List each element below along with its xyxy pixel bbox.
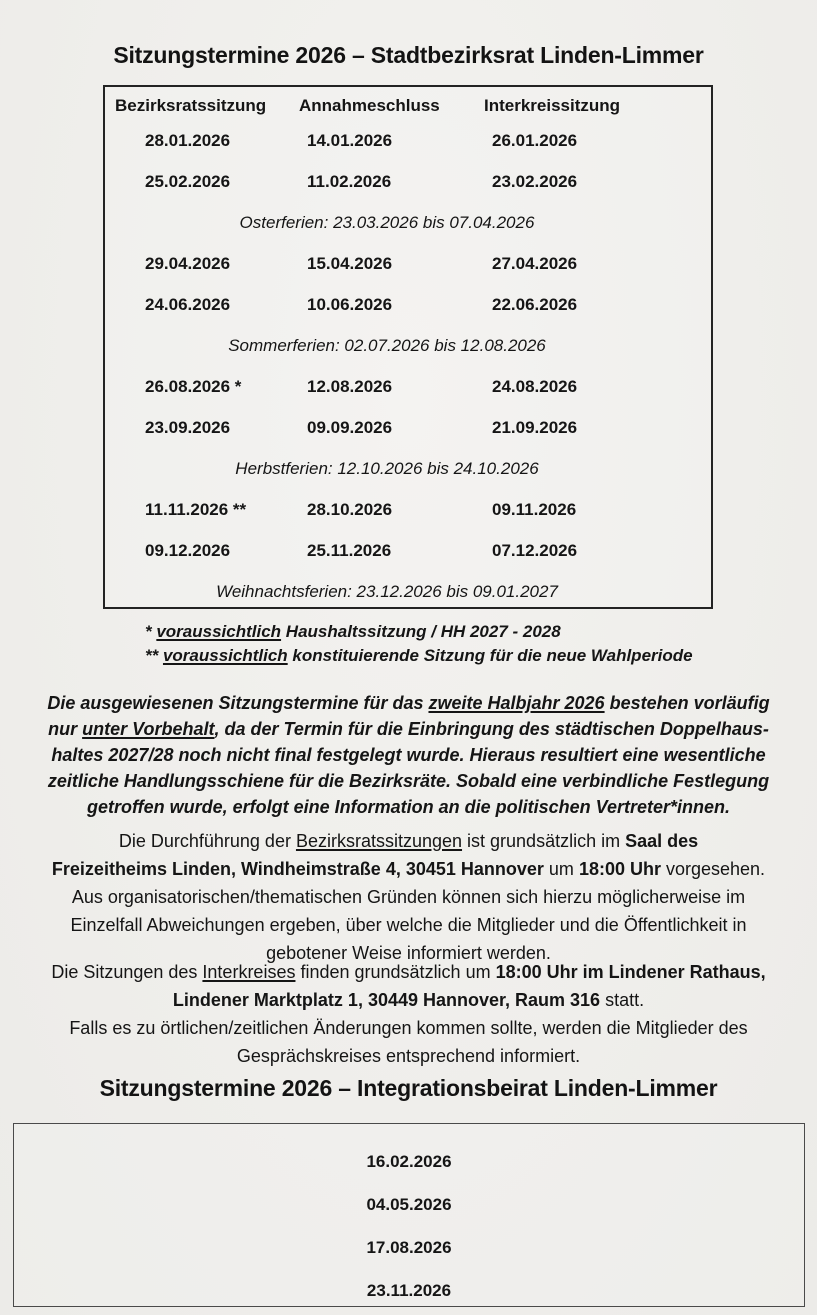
interkreis-note <box>12 958 805 1070</box>
schedule-row <box>105 407 711 448</box>
annahmeschluss-date: 12.08.2026 <box>307 376 393 396</box>
column-header-annahmeschluss: Annahmeschluss <box>299 96 440 115</box>
integration-date: 17.08.2026 <box>366 1237 452 1257</box>
venue-note-line: Aus organisatorischen/thematischen Gründen können sich hierzu möglicherweise im <box>71 887 746 907</box>
ferien-row-osterferien <box>105 202 711 243</box>
annahmeschluss-date: 25.11.2026 <box>307 540 392 560</box>
interkreis-note-line: Gesprächskreises entsprechend informiert. <box>236 1046 581 1066</box>
footnote-haushaltssitzung: * voraussichtlich Haushaltssitzung / HH 2027 - 2028 <box>145 622 561 641</box>
integration-date: 23.11.2026 <box>366 1280 452 1300</box>
interkreissitzung-date: 26.01.2026 <box>492 130 578 150</box>
schedule-row <box>105 489 711 530</box>
intro-note-line: zeitliche Handlungsschiene für die Bezirksräte. Sobald eine verbindliche Festlegung <box>47 771 770 791</box>
column-header-bezirksratssitzung: Bezirksratssitzung <box>115 96 267 115</box>
interkreis-note-line: Die Sitzungen des Interkreises finden grundsätzlich um 18:00 Uhr im Lindener Rathaus, <box>51 962 766 982</box>
interkreis-note-line: Falls es zu örtlichen/zeitlichen Änderungen kommen sollte, werden die Mitglieder des <box>69 1018 748 1038</box>
integration-date: 04.05.2026 <box>366 1194 452 1214</box>
bezirksratssitzung-date: 11.11.2026 ** <box>145 499 247 519</box>
annahmeschluss-date: 11.02.2026 <box>307 171 392 191</box>
venue-note-line: Freizeitheims Linden, Windheimstraße 4, 30451 Hannover um 18:00 Uhr vorgesehen. <box>51 859 766 879</box>
interkreissitzung-date: 22.06.2026 <box>492 294 578 314</box>
schedule-table <box>103 85 713 609</box>
schedule-row <box>105 284 711 325</box>
schedule-row <box>105 366 711 407</box>
bezirksratssitzung-date: 23.09.2026 <box>145 417 231 437</box>
venue-note-line: Einzelfall Abweichungen ergeben, über welche die Mitglieder und die Öffentlichkeit in <box>70 915 747 935</box>
ferien-label: Osterferien: 23.03.2026 bis 07.04.2026 <box>239 212 535 232</box>
section2-title: Sitzungstermine 2026 – Integrationsbeirat Linden-Limmer <box>99 1075 718 1101</box>
intro-note <box>12 690 805 820</box>
footnotes-block <box>145 620 693 668</box>
bezirksratssitzung-date: 29.04.2026 <box>145 253 231 273</box>
interkreissitzung-date: 09.11.2026 <box>492 499 577 519</box>
schedule-row <box>105 120 711 161</box>
bezirksratssitzung-date: 26.08.2026 * <box>145 376 242 396</box>
annahmeschluss-date: 14.01.2026 <box>307 130 393 150</box>
schedule-row <box>105 161 711 202</box>
annahmeschluss-date: 28.10.2026 <box>307 499 393 519</box>
venue-note <box>12 827 805 967</box>
section1-title: Sitzungstermine 2026 – Stadtbezirksrat Linden-Limmer <box>113 42 704 68</box>
bezirksratssitzung-date: 09.12.2026 <box>145 540 231 560</box>
integration-date: 16.02.2026 <box>366 1151 452 1171</box>
interkreissitzung-date: 21.09.2026 <box>492 417 578 437</box>
schedule-row <box>105 530 711 571</box>
integration-dates-box <box>13 1123 805 1307</box>
annahmeschluss-date: 15.04.2026 <box>307 253 393 273</box>
interkreissitzung-date: 27.04.2026 <box>492 253 578 273</box>
footnote-konstituierende-sitzung: ** voraussichtlich konstituierende Sitzung für die neue Wahlperiode <box>145 646 693 665</box>
bezirksratssitzung-date: 28.01.2026 <box>145 130 231 150</box>
interkreissitzung-date: 24.08.2026 <box>492 376 578 396</box>
intro-note-line: getroffen wurde, erfolgt eine Information an die politischen Vertreter*innen. <box>86 797 731 817</box>
intro-note-line: nur unter Vorbehalt, da der Termin für die Einbringung des städtischen Doppelhaus- <box>48 719 769 739</box>
annahmeschluss-date: 09.09.2026 <box>307 417 393 437</box>
intro-note-line: Die ausgewiesenen Sitzungstermine für das zweite Halbjahr 2026 bestehen vorläufig <box>47 693 770 713</box>
ferien-row-sommerferien <box>105 325 711 366</box>
bezirksratssitzung-date: 24.06.2026 <box>145 294 231 314</box>
venue-note-line: Die Durchführung der Bezirksratssitzungen ist grundsätzlich im Saal des <box>118 831 699 851</box>
ferien-row-herbstferien <box>105 448 711 489</box>
intro-note-line: haltes 2027/28 noch nicht final festgelegt wurde. Hieraus resultiert eine wesentliche <box>51 745 766 765</box>
interkreissitzung-date: 07.12.2026 <box>492 540 578 560</box>
bezirksratssitzung-date: 25.02.2026 <box>145 171 231 191</box>
ferien-row-weihnachtsferien <box>105 571 711 612</box>
interkreis-note-line: Lindener Marktplatz 1, 30449 Hannover, Raum 316 statt. <box>172 990 645 1010</box>
interkreissitzung-date: 23.02.2026 <box>492 171 578 191</box>
column-header-interkreissitzung: Interkreissitzung <box>484 96 621 115</box>
ferien-label: Sommerferien: 02.07.2026 bis 12.08.2026 <box>228 335 546 355</box>
annahmeschluss-date: 10.06.2026 <box>307 294 393 314</box>
schedule-row <box>105 243 711 284</box>
venue-note-line: gebotener Weise informiert werden. <box>266 943 551 963</box>
ferien-label: Weihnachtsferien: 23.12.2026 bis 09.01.2027 <box>216 581 558 601</box>
ferien-label: Herbstferien: 12.10.2026 bis 24.10.2026 <box>235 458 539 478</box>
schedule-table-header-row <box>105 92 711 120</box>
